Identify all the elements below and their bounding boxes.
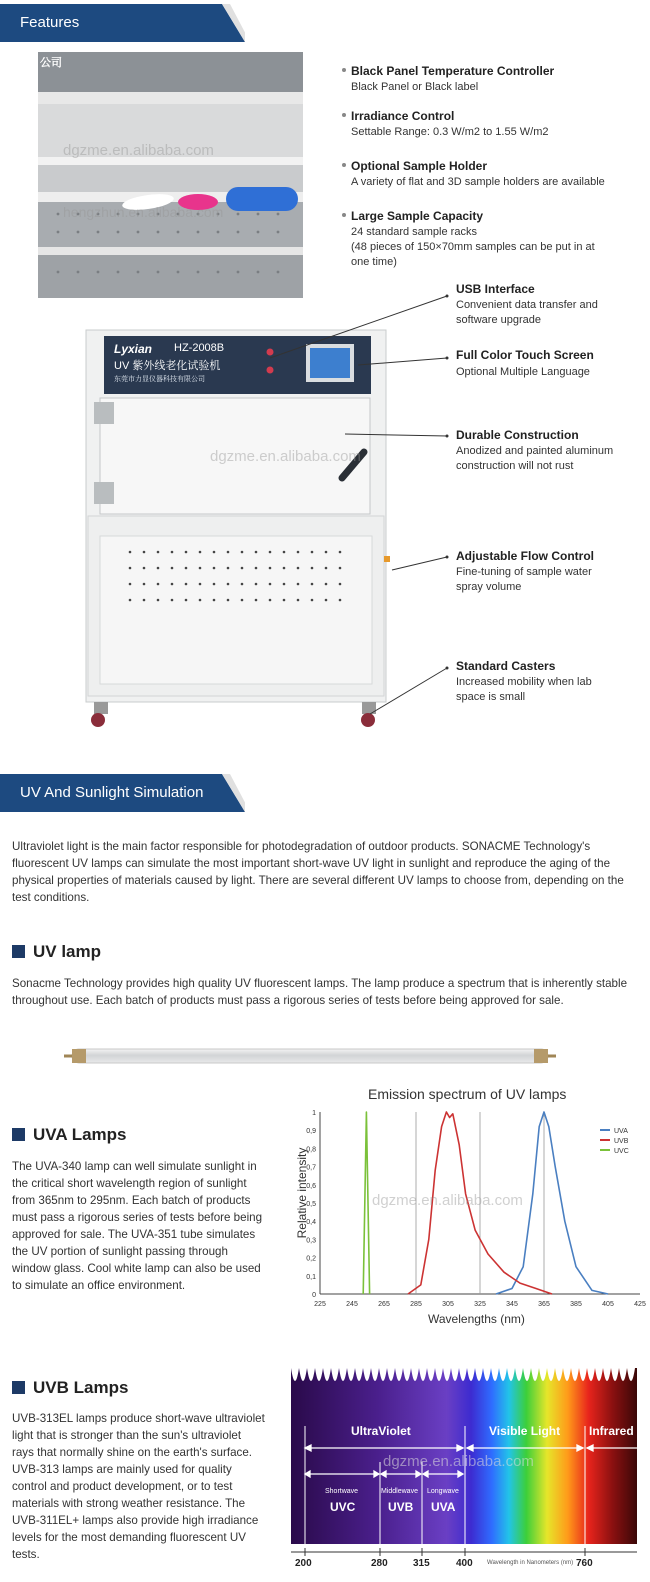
y-tick-label: 0,4 [306, 1219, 316, 1227]
band-label-ultraviolet: UltraViolet [351, 1424, 411, 1438]
feature-title: Irradiance Control [351, 109, 455, 123]
feature-desc: one time) [351, 256, 397, 268]
band-uva: UVA [431, 1500, 456, 1514]
callout-lines [0, 0, 650, 760]
feature-title: USB Interface [456, 282, 535, 296]
uv-intro-paragraph: Ultraviolet light is the main factor responsible for photodegradation of outdoor products. SONACME Technology's fluorescent UV lamps can simulate the most important short-wave UV light in sunlight and reproduce the aging of the physical properties of materials caused by light. There are several different UV lamps to choose from, depending on the test conditions. [12, 840, 624, 904]
features-title: Features [20, 14, 80, 31]
uv-lamp-paragraph: Sonacme Technology provides high quality UV fluorescent lamps. The lamp produce a spectrum that is inherently stable throughout use. Each batch of products must pass a rigorous series of tests before being approved for sale. [12, 977, 628, 1007]
x-tick-label: 265 [378, 1301, 390, 1308]
machine-brand: Lyxian [114, 342, 153, 356]
feature-desc: spray volume [456, 581, 522, 593]
legend-label-uvb: UVB [614, 1138, 629, 1145]
feature-title: Durable Construction [456, 428, 579, 442]
band-sub-longwave: Longwave [427, 1488, 459, 1495]
machine-name: UV 紫外线老化试验机 [114, 360, 221, 372]
y-tick-label: 1 [312, 1110, 316, 1117]
band-tick-315: 315 [413, 1558, 430, 1569]
feature-desc: A variety of flat and 3D sample holders are available [351, 176, 605, 188]
y-tick-label: 0,1 [306, 1273, 316, 1281]
uvb-heading [12, 1378, 128, 1398]
chart-watermark: dgzme.en.alibaba.com [372, 1192, 523, 1209]
y-tick-label: 0,2 [306, 1255, 316, 1263]
y-tick-label: 0,8 [306, 1146, 316, 1154]
y-tick-label: 0,7 [306, 1164, 316, 1172]
x-tick-label: 365 [538, 1301, 550, 1308]
feature-desc: software upgrade [456, 314, 541, 326]
chart-ylabel: Relative intensity [295, 1147, 309, 1239]
band-label-visible: Visible Light [489, 1424, 561, 1438]
emission-spectrum-chart [284, 1082, 646, 1330]
feature-desc: construction will not rust [456, 460, 574, 472]
feature-desc: Fine-tuning of sample water [456, 566, 592, 578]
series-line-uvc [363, 1112, 369, 1294]
machine-model: HZ-2008B [174, 342, 225, 354]
x-tick-label: 325 [474, 1301, 486, 1308]
band-tick-400: 400 [456, 1558, 473, 1569]
feature-desc: Convenient data transfer and [456, 299, 598, 311]
uv-lamp-heading-text: UV lamp [33, 942, 102, 961]
x-tick-label: 285 [410, 1301, 422, 1308]
band-tick-280: 280 [371, 1558, 388, 1569]
x-tick-label: 385 [570, 1301, 582, 1308]
feature-title: Adjustable Flow Control [456, 549, 594, 563]
heading-square-icon [12, 1381, 25, 1394]
feature-desc: space is small [456, 691, 526, 703]
feature-desc: 24 standard sample racks [351, 226, 477, 238]
y-tick-label: 0,6 [306, 1182, 316, 1190]
uva-heading-text: UVA Lamps [33, 1125, 127, 1144]
band-watermark: dgzme.en.alibaba.com [383, 1453, 534, 1470]
uva-paragraph: The UVA-340 lamp can well simulate sunlight in the critical short wavelength region of sunlight from 365nm to 295nm. Each batch of products must pass a rigorous series of tests before being approved for sale. The UVA-351 tube simulates the UV portion of sunlight passing through window glass. Cool white lamp can also be used to simulate an office environment. [12, 1160, 263, 1292]
feature-title: Large Sample Capacity [351, 209, 484, 223]
x-tick-label: 225 [314, 1301, 326, 1308]
uvb-paragraph: UVB-313EL lamps produce short-wave ultraviolet light that is stronger than the sun's ultraviolet rays that normally shine on the earth's surface. UVB-313 lamps are mainly used for quality control and product development, or to test materials with strong weather resistance. The UVB-311EL+ lamps also provide high irradiance levels for the most demanding fluorescent UV tests. [12, 1412, 265, 1561]
machine-company: 东莞市力显仪器科技有限公司 [114, 376, 205, 383]
y-tick-label: 0,9 [306, 1128, 316, 1136]
uvb-heading-text: UVB Lamps [33, 1378, 129, 1397]
band-tick-200: 200 [295, 1558, 312, 1569]
y-tick-label: 0,3 [306, 1237, 316, 1245]
band-sub-shortwave: Shortwave [325, 1488, 359, 1495]
uva-heading [12, 1125, 127, 1145]
x-tick-label: 245 [346, 1301, 358, 1308]
x-tick-label: 425 [634, 1301, 646, 1308]
feature-desc: Anodized and painted aluminum [456, 445, 614, 457]
feature-desc: Increased mobility when lab [456, 676, 592, 688]
band-sub-middlewave: Middlewave [381, 1488, 418, 1495]
feature-title: Full Color Touch Screen [456, 348, 594, 362]
x-tick-label: 405 [602, 1301, 614, 1308]
legend-label-uvc: UVC [614, 1148, 629, 1155]
feature-desc: (48 pieces of 150×70mm samples can be put in at [351, 241, 595, 253]
uv-lamp-heading [12, 942, 101, 962]
machine-watermark: dgzme.en.alibaba.com [210, 448, 361, 465]
feature-title: Optional Sample Holder [351, 159, 488, 173]
feature-title: Standard Casters [456, 659, 556, 673]
band-tick-760: 760 [576, 1558, 593, 1569]
feature-title: Black Panel Temperature Controller [351, 64, 555, 78]
feature-desc: Black Panel or Black label [351, 81, 479, 93]
chart-title: Emission spectrum of UV lamps [368, 1086, 567, 1102]
x-tick-label: 345 [506, 1301, 518, 1308]
band-uvb: UVB [388, 1500, 414, 1514]
x-tick-label: 305 [442, 1301, 454, 1308]
feature-desc: Optional Multiple Language [456, 366, 590, 378]
photo-watermark: dgzme.en.alibaba.com [63, 142, 214, 159]
light-spectrum-diagram [291, 1366, 637, 1578]
uv-simulation-banner [0, 774, 245, 812]
y-tick-label: 0 [312, 1292, 316, 1299]
band-label-infrared: Infrared [589, 1424, 634, 1438]
chart-xlabel: Wavelengths (nm) [428, 1312, 525, 1326]
photo-corner-text: 公司 [40, 57, 62, 69]
y-tick-label: 0,5 [306, 1201, 316, 1208]
feature-desc: Settable Range: 0.3 W/m2 to 1.55 W/m2 [351, 126, 549, 138]
uv-lamp-tube-image [60, 1044, 560, 1068]
heading-square-icon [12, 1128, 25, 1141]
photo-watermark-2: hengzhun.en.alibaba.com [63, 204, 224, 220]
legend-label-uva: UVA [614, 1128, 628, 1135]
uv-simulation-title: UV And Sunlight Simulation [20, 784, 204, 801]
band-axis-caption: Wavelength in Nanometers (nm) [487, 1560, 574, 1566]
band-uvc: UVC [330, 1500, 356, 1514]
heading-square-icon [12, 945, 25, 958]
